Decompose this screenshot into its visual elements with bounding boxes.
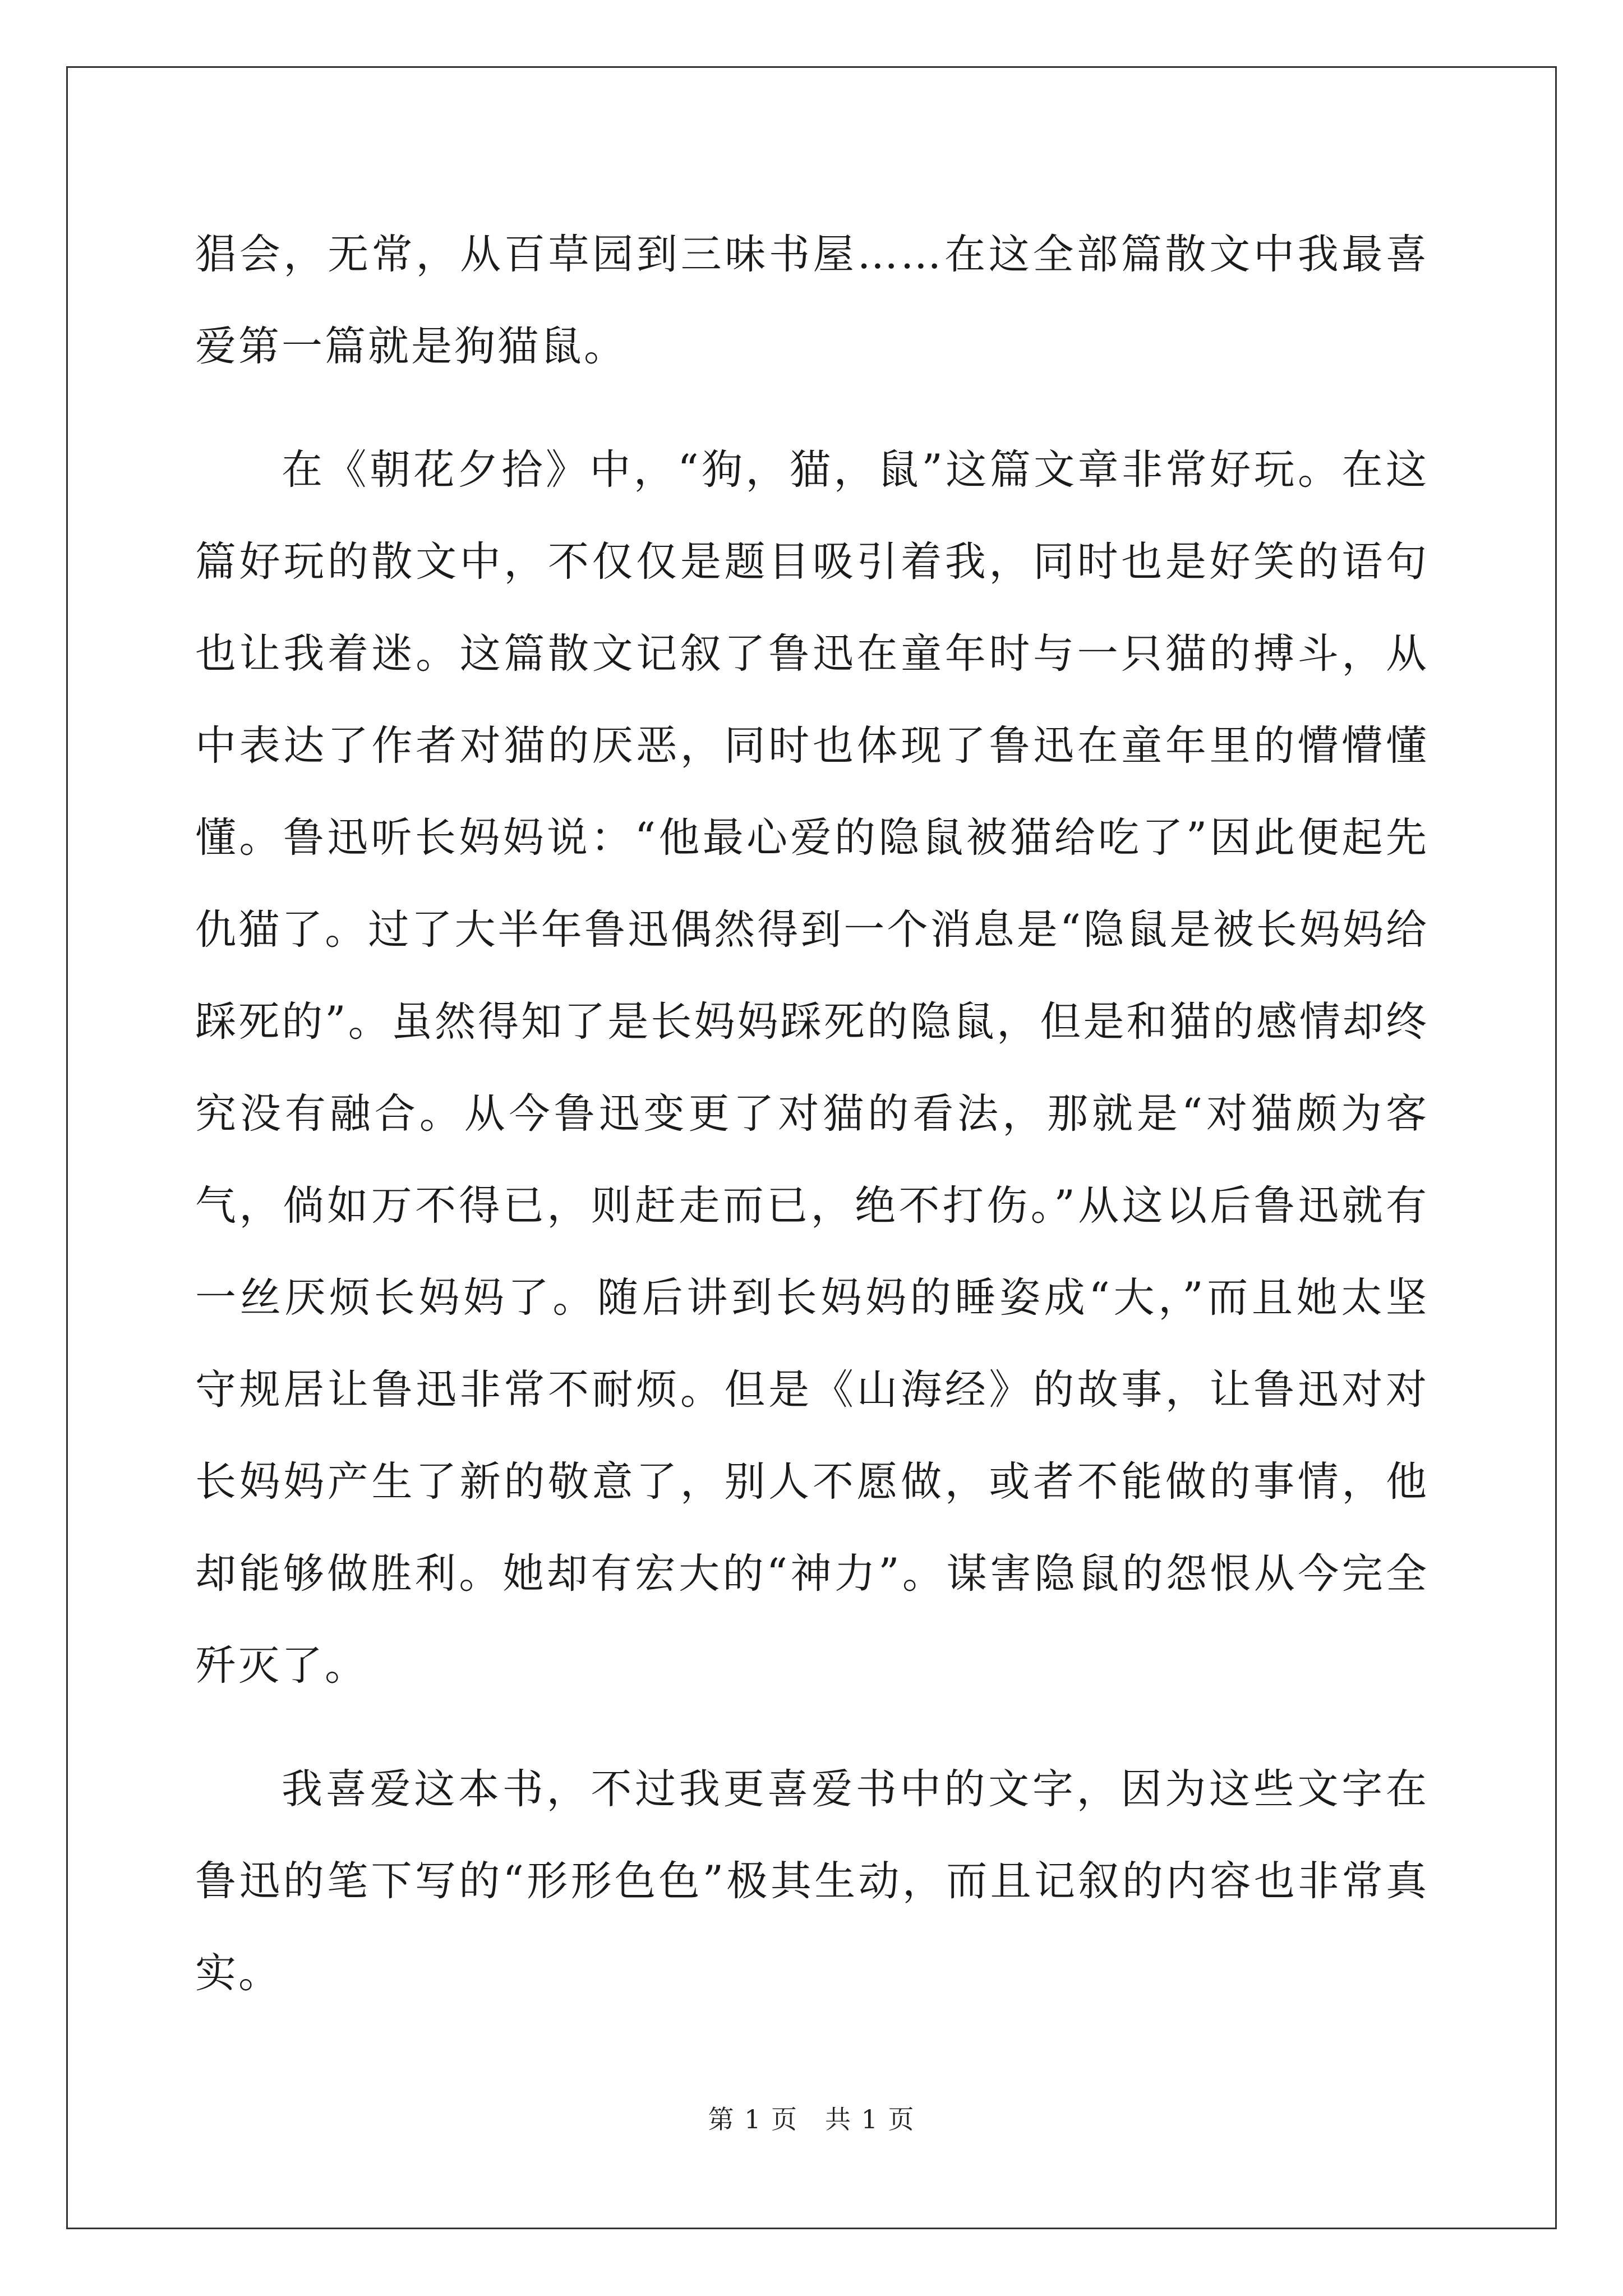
document-body	[195, 209, 1429, 2019]
page-number-footer: 第 1 页 共 1 页	[708, 2104, 915, 2134]
paragraph-continuation: 猖会，无常，从百草园到三味书屋……在这全部篇散文中我最喜爱第一篇就是狗猫鼠。	[195, 231, 1429, 370]
paragraph-main: 在《朝花夕拾》中，“狗，猫，鼠”这篇文章非常好玩。在这篇好玩的散文中，不仅仅是题目吸引着我，同时也是好笑的语句也让我着迷。这篇散文记叙了鲁迅在童年时与一只猫的搏斗，从中表达了作者对猫的厌恶，同时也体现了鲁迅在童年里的懵懵懂懂。鲁迅听长妈妈说：“他最心爱的隐鼠被猫给吃了”因此便起先仇猫了。过了大半年鲁迅偶然得到一个消息是“隐鼠是被长妈妈给踩死的”。虽然得知了是长妈妈踩死的隐鼠，但是和猫的感情却终究没有融合。从今鲁迅变更了对猫的看法，那就是“对猫颇为客气，倘如万不得已，则赶走而已，绝不打伤。”从这以后鲁迅就有一丝厌烦长妈妈了。随后讲到长妈妈的睡姿成“大，”而且她太坚守规居让鲁迅非常不耐烦。但是《山海经》的故事，让鲁迅对对长妈妈产生了新的敬意了，别人不愿做，或者不能做的事情，他却能够做胜利。她却有宏大的“神力”。谋害隐鼠的怨恨从今完全歼灭了。	[195, 446, 1429, 1690]
paragraph-closing: 我喜爱这本书，不过我更喜爱书中的文字，因为这些文字在鲁迅的笔下写的“形形色色”极其生动，而且记叙的内容也非常真实。	[195, 1765, 1429, 1997]
